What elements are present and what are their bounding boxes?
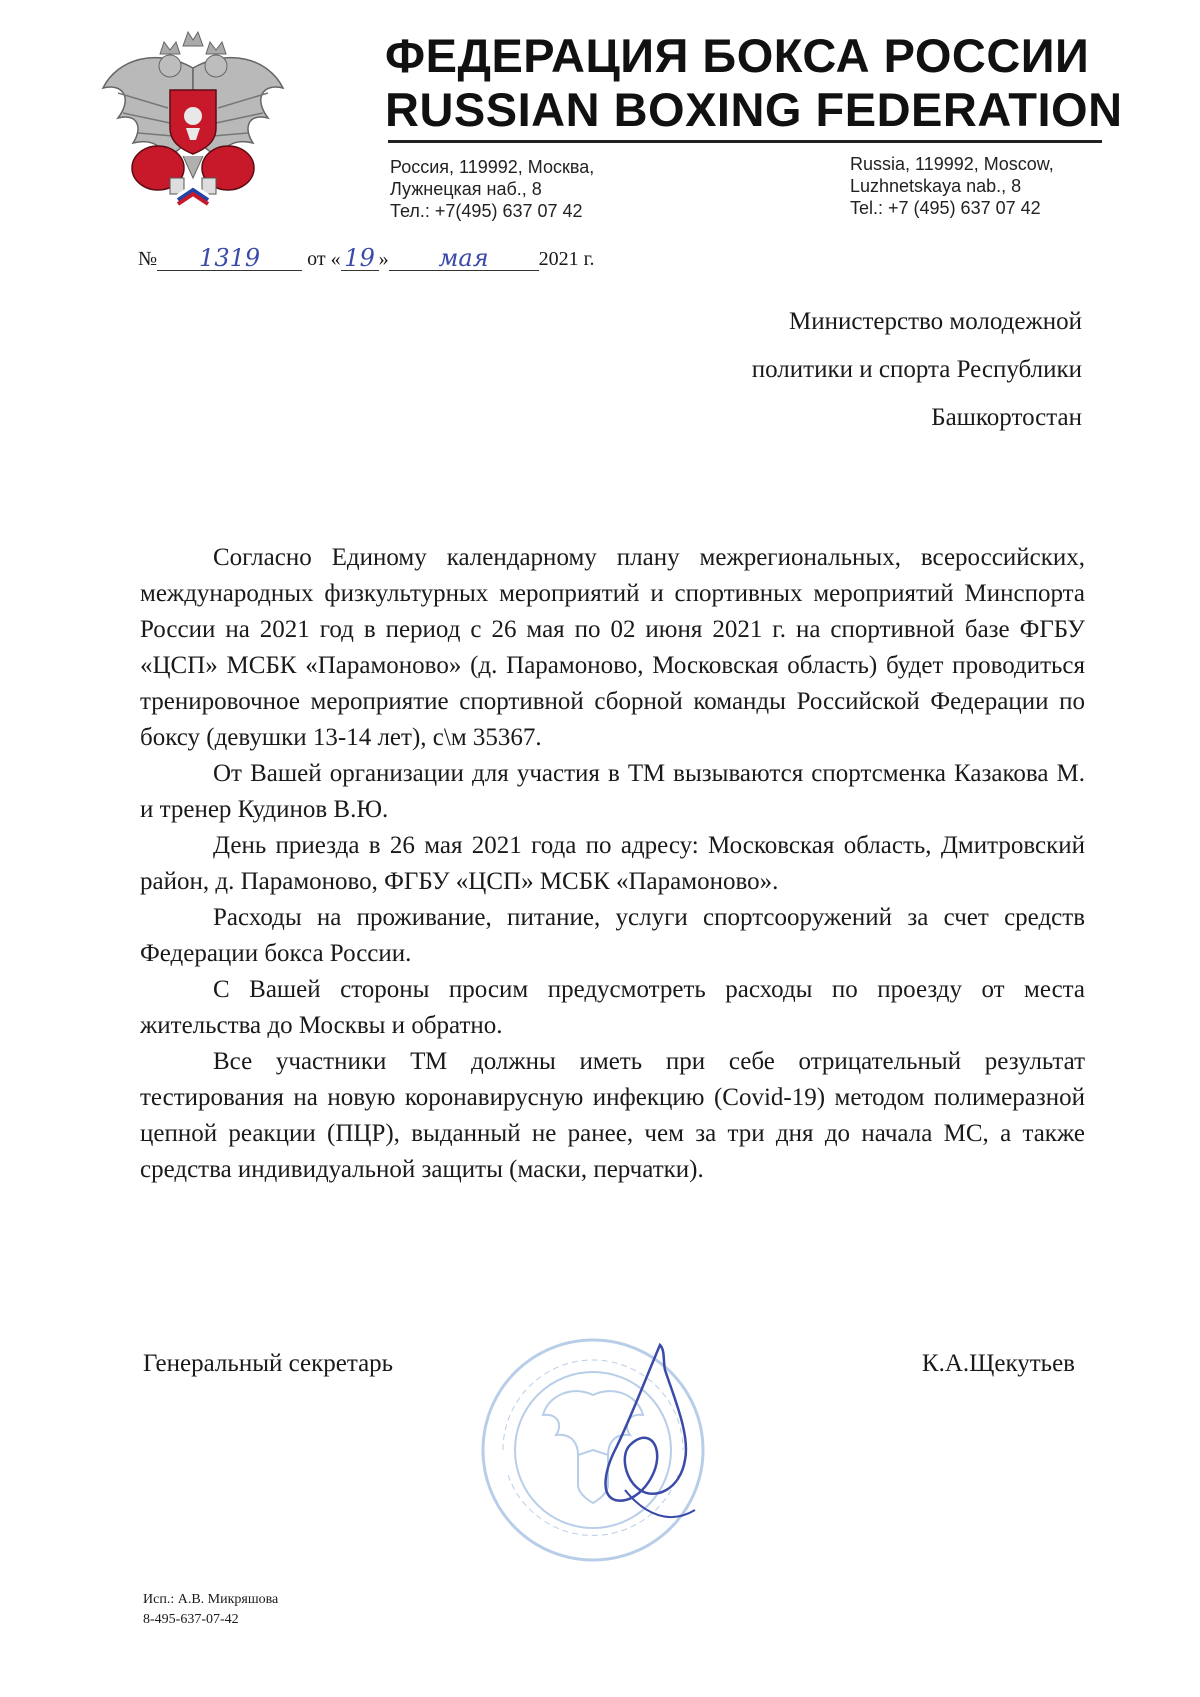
executor-phone: 8-495-637-07-42 xyxy=(143,1612,239,1627)
quote-close: » xyxy=(378,248,389,270)
registration-month: мая xyxy=(389,246,539,271)
address-ru-line: Тел.: +7(495) 637 07 42 xyxy=(390,201,583,221)
signatory-title: Генеральный секретарь xyxy=(143,1350,394,1377)
address-en-line: Tel.: +7 (495) 637 07 42 xyxy=(850,198,1041,218)
handwritten-signature-icon xyxy=(585,1340,705,1540)
from-label: от « xyxy=(307,248,341,270)
addressee-line: Башкортостан xyxy=(931,404,1082,431)
body-paragraph: От Вашей организации для участия в ТМ вызываются спортсменка Казакова М. и тренер Кудинов В.Ю. xyxy=(140,760,1085,823)
addressee-line: политики и спорта Республики xyxy=(751,356,1082,383)
address-en-line: Russia, 119992, Moscow, xyxy=(850,154,1054,174)
body-paragraph: День приезда в 26 мая 2021 года по адресу: Московская область, Дмитровский район, д. Парамоново, ФГБУ «ЦСП» МСБК «Парамоново». xyxy=(140,832,1085,895)
body-paragraph: Все участники ТМ должны иметь при себе отрицательный результат тестирования на новую коронавирусную инфекцию (Covid-19) методом полимеразной цепной реакции (ПЦР), выданный не ранее, чем за три дня до начала МС, а также средства индивидуальной защиты (маски, перчатки). xyxy=(140,1048,1085,1183)
signatory-name: К.А.Щекутьев xyxy=(921,1350,1075,1377)
address-ru xyxy=(390,156,594,222)
body-paragraph: С Вашей стороны просим предусмотреть расходы по проезду от места жительства до Москвы и обратно. xyxy=(140,976,1085,1039)
registration-year: 2021 г. xyxy=(538,248,595,270)
executor-name: Исп.: А.В. Микряшова xyxy=(143,1592,279,1607)
federation-emblem-icon xyxy=(98,28,288,218)
registration-day: 19 xyxy=(341,246,379,271)
body-paragraph: Согласно Единому календарному плану межрегиональных, всероссийских, международных физкультурных мероприятий и спортивных мероприятий Минспорта России на 2021 год в период с 26 мая по 02 июня 2021 г. на спортивной базе ФГБУ «ЦСП» МСБК «Парамоново» (д. Парамоново, Московская область) будет проводиться тренировочное мероприятие спортивной сборной команды Российской Федерации по боксу (девушки 13-14 лет), с\м 35367. xyxy=(140,544,1085,751)
registration-line xyxy=(138,246,595,271)
address-ru-line: Россия, 119992, Москва, xyxy=(390,157,595,177)
registration-number: 1319 xyxy=(157,246,302,271)
header-divider xyxy=(388,140,1102,143)
addressee-line: Министерство молодежной xyxy=(789,308,1082,335)
letter-body xyxy=(140,540,1085,1188)
address-en xyxy=(850,153,1054,219)
number-prefix: № xyxy=(138,248,158,270)
address-ru-line: Лужнецкая наб., 8 xyxy=(390,179,542,199)
address-en-line: Luzhnetskaya nab., 8 xyxy=(850,176,1022,196)
executor-info xyxy=(143,1590,278,1630)
org-name-en: RUSSIAN BOXING FEDERATION xyxy=(385,83,1123,136)
org-name-ru: ФЕДЕРАЦИЯ БОКСА РОССИИ xyxy=(385,29,1090,82)
body-paragraph: Расходы на проживание, питание, услуги спортсооружений за счет средств Федерации бокса России. xyxy=(140,904,1085,967)
addressee-block xyxy=(752,298,1082,442)
